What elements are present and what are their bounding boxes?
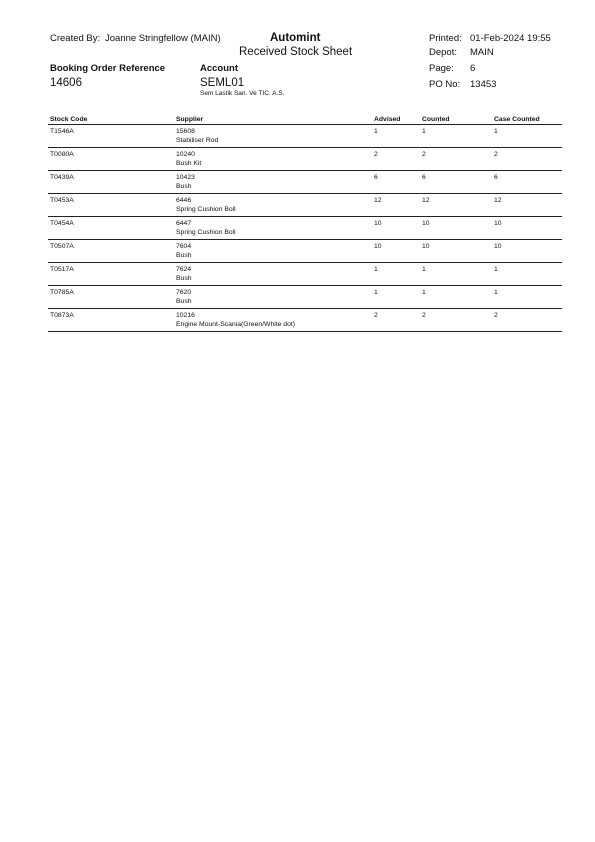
booking-ref-value: 14606 — [50, 77, 82, 89]
supplier-desc: Bush — [176, 252, 192, 259]
depot-label: Depot: — [429, 47, 457, 58]
counted: 10 — [420, 240, 492, 263]
advised: 1 — [372, 263, 420, 286]
supplier-cell — [174, 171, 372, 194]
case-counted: 2 — [492, 148, 562, 171]
table-row — [48, 194, 562, 217]
table-row — [48, 263, 562, 286]
supplier-cell — [174, 125, 372, 148]
stock-code: T0507A — [48, 240, 174, 263]
printed-value: 01-Feb-2024 19:55 — [470, 33, 551, 44]
advised: 12 — [372, 194, 420, 217]
created-by-value: Joanne Stringfellow (MAIN) — [105, 33, 221, 44]
col-supplier: Supplier — [174, 114, 372, 125]
case-counted: 10 — [492, 217, 562, 240]
supplier-desc: Spring Cushion Boll — [176, 206, 236, 213]
table-row — [48, 125, 562, 148]
supplier-ref: 6447 — [176, 220, 192, 227]
po-label: PO No: — [429, 79, 461, 90]
supplier-cell — [174, 263, 372, 286]
counted: 1 — [420, 263, 492, 286]
stock-code: T1546A — [48, 125, 174, 148]
supplier-desc: Bush Kit — [176, 160, 202, 167]
page-number: 6 — [470, 63, 476, 74]
supplier-desc: Engine Mount-Scania(Green/White dot) — [176, 321, 296, 328]
table-row — [48, 217, 562, 240]
advised: 1 — [372, 125, 420, 148]
advised: 10 — [372, 240, 420, 263]
stock-code: T0785A — [48, 286, 174, 309]
stock-code: T0517A — [48, 263, 174, 286]
supplier-desc: Bush — [176, 183, 192, 190]
supplier-desc: Stabiliser Rod — [176, 137, 219, 144]
case-counted: 2 — [492, 309, 562, 332]
supplier-ref: 15608 — [176, 128, 195, 135]
table-row — [48, 309, 562, 332]
supplier-desc: Bush — [176, 275, 192, 282]
counted: 1 — [420, 125, 492, 148]
stock-code: T0454A — [48, 217, 174, 240]
account-name: Sem Lastik San. Ve TIC. A.S. — [200, 90, 285, 97]
advised: 2 — [372, 309, 420, 332]
supplier-cell — [174, 217, 372, 240]
case-counted: 1 — [492, 263, 562, 286]
document-title: Received Stock Sheet — [239, 46, 353, 58]
supplier-cell — [174, 240, 372, 263]
stock-table — [48, 114, 562, 332]
created-by-label: Created By: — [50, 33, 101, 44]
printed-label: Printed: — [429, 33, 462, 44]
case-counted: 12 — [492, 194, 562, 217]
supplier-ref: 10240 — [176, 151, 195, 158]
supplier-ref: 7620 — [176, 289, 192, 296]
supplier-ref: 7604 — [176, 243, 192, 250]
supplier-ref: 7624 — [176, 266, 192, 273]
case-counted: 1 — [492, 125, 562, 148]
table-header-row — [48, 114, 562, 125]
table-row — [48, 171, 562, 194]
case-counted: 10 — [492, 240, 562, 263]
case-counted: 6 — [492, 171, 562, 194]
stock-code: T0439A — [48, 171, 174, 194]
supplier-desc: Spring Cushion Boll — [176, 229, 236, 236]
stock-code: T0873A — [48, 309, 174, 332]
advised: 2 — [372, 148, 420, 171]
supplier-cell — [174, 148, 372, 171]
counted: 12 — [420, 194, 492, 217]
counted: 1 — [420, 286, 492, 309]
company-name: Automint — [270, 32, 321, 44]
account-code: SEML01 — [200, 77, 245, 89]
account-label: Account — [200, 63, 238, 74]
supplier-ref: 6446 — [176, 197, 192, 204]
po-value: 13453 — [470, 79, 497, 90]
counted: 2 — [420, 309, 492, 332]
advised: 1 — [372, 286, 420, 309]
case-counted: 1 — [492, 286, 562, 309]
advised: 6 — [372, 171, 420, 194]
page-label: Page: — [429, 63, 454, 74]
supplier-ref: 10423 — [176, 174, 195, 181]
supplier-cell — [174, 286, 372, 309]
depot-value: MAIN — [470, 47, 494, 58]
stock-code: T0080A — [48, 148, 174, 171]
counted: 6 — [420, 171, 492, 194]
supplier-cell — [174, 194, 372, 217]
col-case-counted: Case Counted — [492, 114, 562, 125]
counted: 2 — [420, 148, 492, 171]
supplier-ref: 10216 — [176, 312, 195, 319]
col-counted: Counted — [420, 114, 492, 125]
advised: 10 — [372, 217, 420, 240]
table-row — [48, 286, 562, 309]
col-advised: Advised — [372, 114, 420, 125]
table-row — [48, 148, 562, 171]
supplier-desc: Bush — [176, 298, 192, 305]
counted: 10 — [420, 217, 492, 240]
supplier-cell — [174, 309, 372, 332]
table-row — [48, 240, 562, 263]
booking-ref-label: Booking Order Reference — [50, 63, 166, 74]
col-stock-code: Stock Code — [48, 114, 174, 125]
stock-code: T0453A — [48, 194, 174, 217]
